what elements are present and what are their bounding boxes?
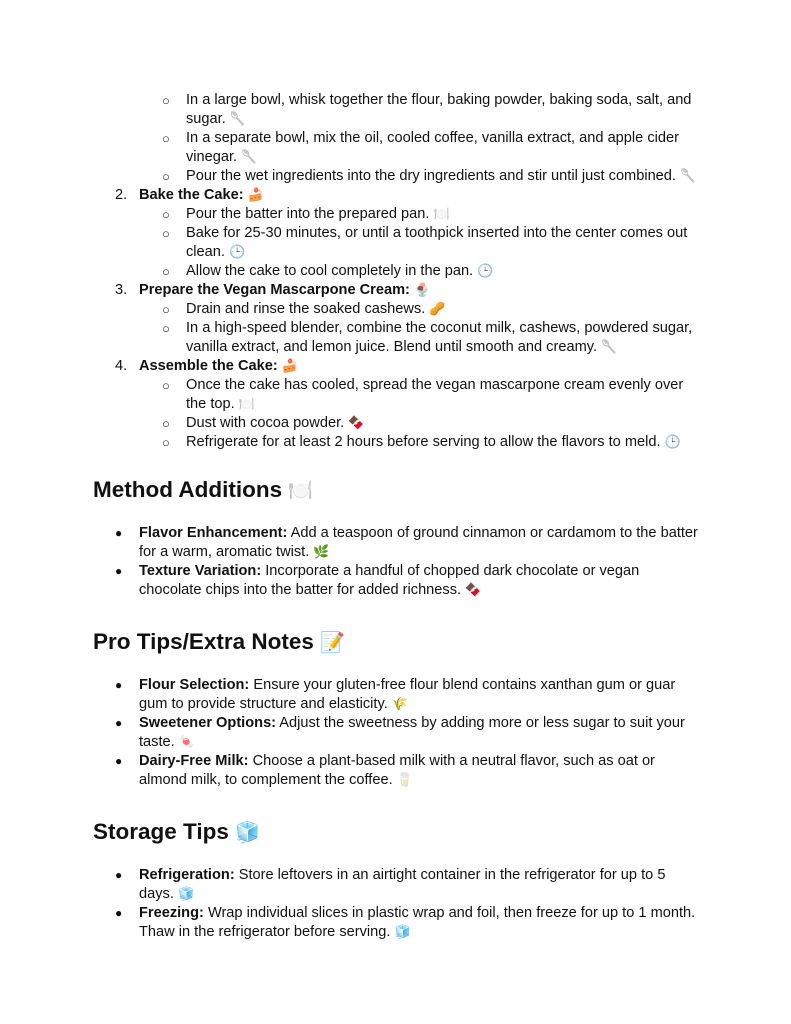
list-item: ● Texture Variation: Incorporate a handful of chopped dark chocolate or vegan chocolate chips into the batter for added richness. 🍫 <box>115 563 640 598</box>
hollow-bullet-icon: ○ <box>162 131 170 146</box>
cake-icon: 🍰 <box>247 188 264 203</box>
hollow-bullet-icon: ○ <box>162 169 170 184</box>
list-item: ● Freezing: Wrap individual slices in plastic wrap and foil, then freeze for up to 1 month. Thaw in the refrigerator before serving. 🧊 <box>115 905 696 940</box>
section-heading-pro-tips: Pro Tips/Extra Notes 📝 <box>93 629 346 654</box>
step-1-continued-list <box>0 91 791 186</box>
list-item: ○ In a high-speed blender, combine the coconut milk, cashews, powdered sugar, vanilla extract, and lemon juice. Blend until smooth and creamy. 🥄 <box>162 320 693 355</box>
list-item: ○ Allow the cake to cool completely in the pan. 🕒 <box>162 263 494 279</box>
hollow-bullet-icon: ○ <box>162 378 170 393</box>
wheat-icon: 🌾 <box>391 697 408 712</box>
hollow-bullet-icon: ○ <box>162 321 170 336</box>
spoon-icon: 🥄 <box>680 169 697 184</box>
list-item: ○ Once the cake has cooled, spread the vegan mascarpone cream evenly over the top. 🍽️ <box>162 377 684 412</box>
document-content <box>0 91 791 942</box>
step-3-heading: 3. Prepare the Vegan Mascarpone Cream: 🍨 <box>115 282 431 298</box>
chocolate-icon: 🍫 <box>348 416 365 431</box>
spacer <box>0 452 791 476</box>
spacer <box>0 790 791 818</box>
cake-icon: 🍰 <box>281 359 298 374</box>
list-item: ○ Pour the batter into the prepared pan. 🍽️ <box>162 206 450 222</box>
milk-glass-icon: 🥛 <box>396 773 413 788</box>
step-4-heading: 4. Assemble the Cake: 🍰 <box>115 358 298 374</box>
hollow-bullet-icon: ○ <box>162 93 170 108</box>
section-heading-storage-tips: Storage Tips 🧊 <box>93 819 261 844</box>
hollow-bullet-icon: ○ <box>162 416 170 431</box>
filled-bullet-icon: ● <box>115 906 123 920</box>
section-heading-method-additions: Method Additions 🍽️ <box>93 477 314 502</box>
list-item: ○ Pour the wet ingredients into the dry ingredients and stir until just combined. 🥄 <box>162 168 697 184</box>
hollow-bullet-icon: ○ <box>162 264 170 279</box>
plate-icon: 🍽️ <box>433 207 450 222</box>
spoon-icon: 🥄 <box>241 150 258 165</box>
list-item: ○ Dust with cocoa powder. 🍫 <box>162 415 365 431</box>
step-2-heading: 2. Bake the Cake: 🍰 <box>115 187 264 203</box>
spacer <box>0 846 791 866</box>
hollow-bullet-icon: ○ <box>162 226 170 241</box>
memo-icon: 📝 <box>320 630 346 654</box>
filled-bullet-icon: ● <box>115 678 123 692</box>
filled-bullet-icon: ● <box>115 868 123 882</box>
list-item: ● Flour Selection: Ensure your gluten-free flour blend contains xanthan gum or guar gum to provide structure and elasticity. 🌾 <box>115 677 676 712</box>
herb-icon: 🌿 <box>313 545 330 560</box>
ice-cream-icon: 🍨 <box>413 283 431 298</box>
spoon-icon: 🥄 <box>229 112 247 127</box>
hollow-bullet-icon: ○ <box>162 302 170 317</box>
list-item: ○ In a separate bowl, mix the oil, cooled coffee, vanilla extract, and apple cider vinegar. 🥄 <box>162 130 679 165</box>
filled-bullet-icon: ● <box>115 716 123 730</box>
spoon-icon: 🥄 <box>601 340 618 355</box>
plate-icon: 🍽️ <box>288 478 314 502</box>
spacer <box>0 656 791 676</box>
list-item: ○ In a large bowl, whisk together the flour, baking powder, baking soda, salt, and sugar. 🥄 <box>162 92 692 127</box>
chocolate-icon: 🍫 <box>465 583 482 598</box>
hollow-bullet-icon: ○ <box>162 435 170 450</box>
list-item: ○ Bake for 25-30 minutes, or until a toothpick inserted into the center comes out clean. 🕒 <box>162 225 688 260</box>
clock-icon: 🕒 <box>664 435 681 450</box>
list-item: ● Flavor Enhancement: Add a teaspoon of ground cinnamon or cardamom to the batter for a warm, aromatic twist. 🌿 <box>115 525 698 560</box>
filled-bullet-icon: ● <box>115 754 123 768</box>
candy-icon: 🍬 <box>178 735 195 750</box>
spacer <box>0 504 791 524</box>
ice-cube-icon: 🧊 <box>235 820 261 844</box>
ice-cube-icon: 🧊 <box>394 925 411 940</box>
list-item: ○ Drain and rinse the soaked cashews. 🥜 <box>162 301 446 317</box>
ice-cube-icon: 🧊 <box>177 887 195 902</box>
filled-bullet-icon: ● <box>115 564 123 578</box>
clock-icon: 🕒 <box>477 264 494 279</box>
plate-icon: 🍽️ <box>238 397 255 412</box>
peanut-icon: 🥜 <box>429 302 446 317</box>
hollow-bullet-icon: ○ <box>162 207 170 222</box>
spacer <box>0 600 791 628</box>
filled-bullet-icon: ● <box>115 526 123 540</box>
list-item: ● Refrigeration: Store leftovers in an airtight container in the refrigerator for up to 5 days. 🧊 <box>115 867 666 902</box>
clock-icon: 🕒 <box>229 245 246 260</box>
list-item: ○ Refrigerate for at least 2 hours before serving to allow the flavors to meld. 🕒 <box>162 434 681 450</box>
list-item: ● Sweetener Options: Adjust the sweetness by adding more or less sugar to suit your taste. 🍬 <box>115 715 685 750</box>
list-item: ● Dairy-Free Milk: Choose a plant-based milk with a neutral flavor, such as oat or almond milk, to complement the coffee. 🥛 <box>115 753 655 788</box>
